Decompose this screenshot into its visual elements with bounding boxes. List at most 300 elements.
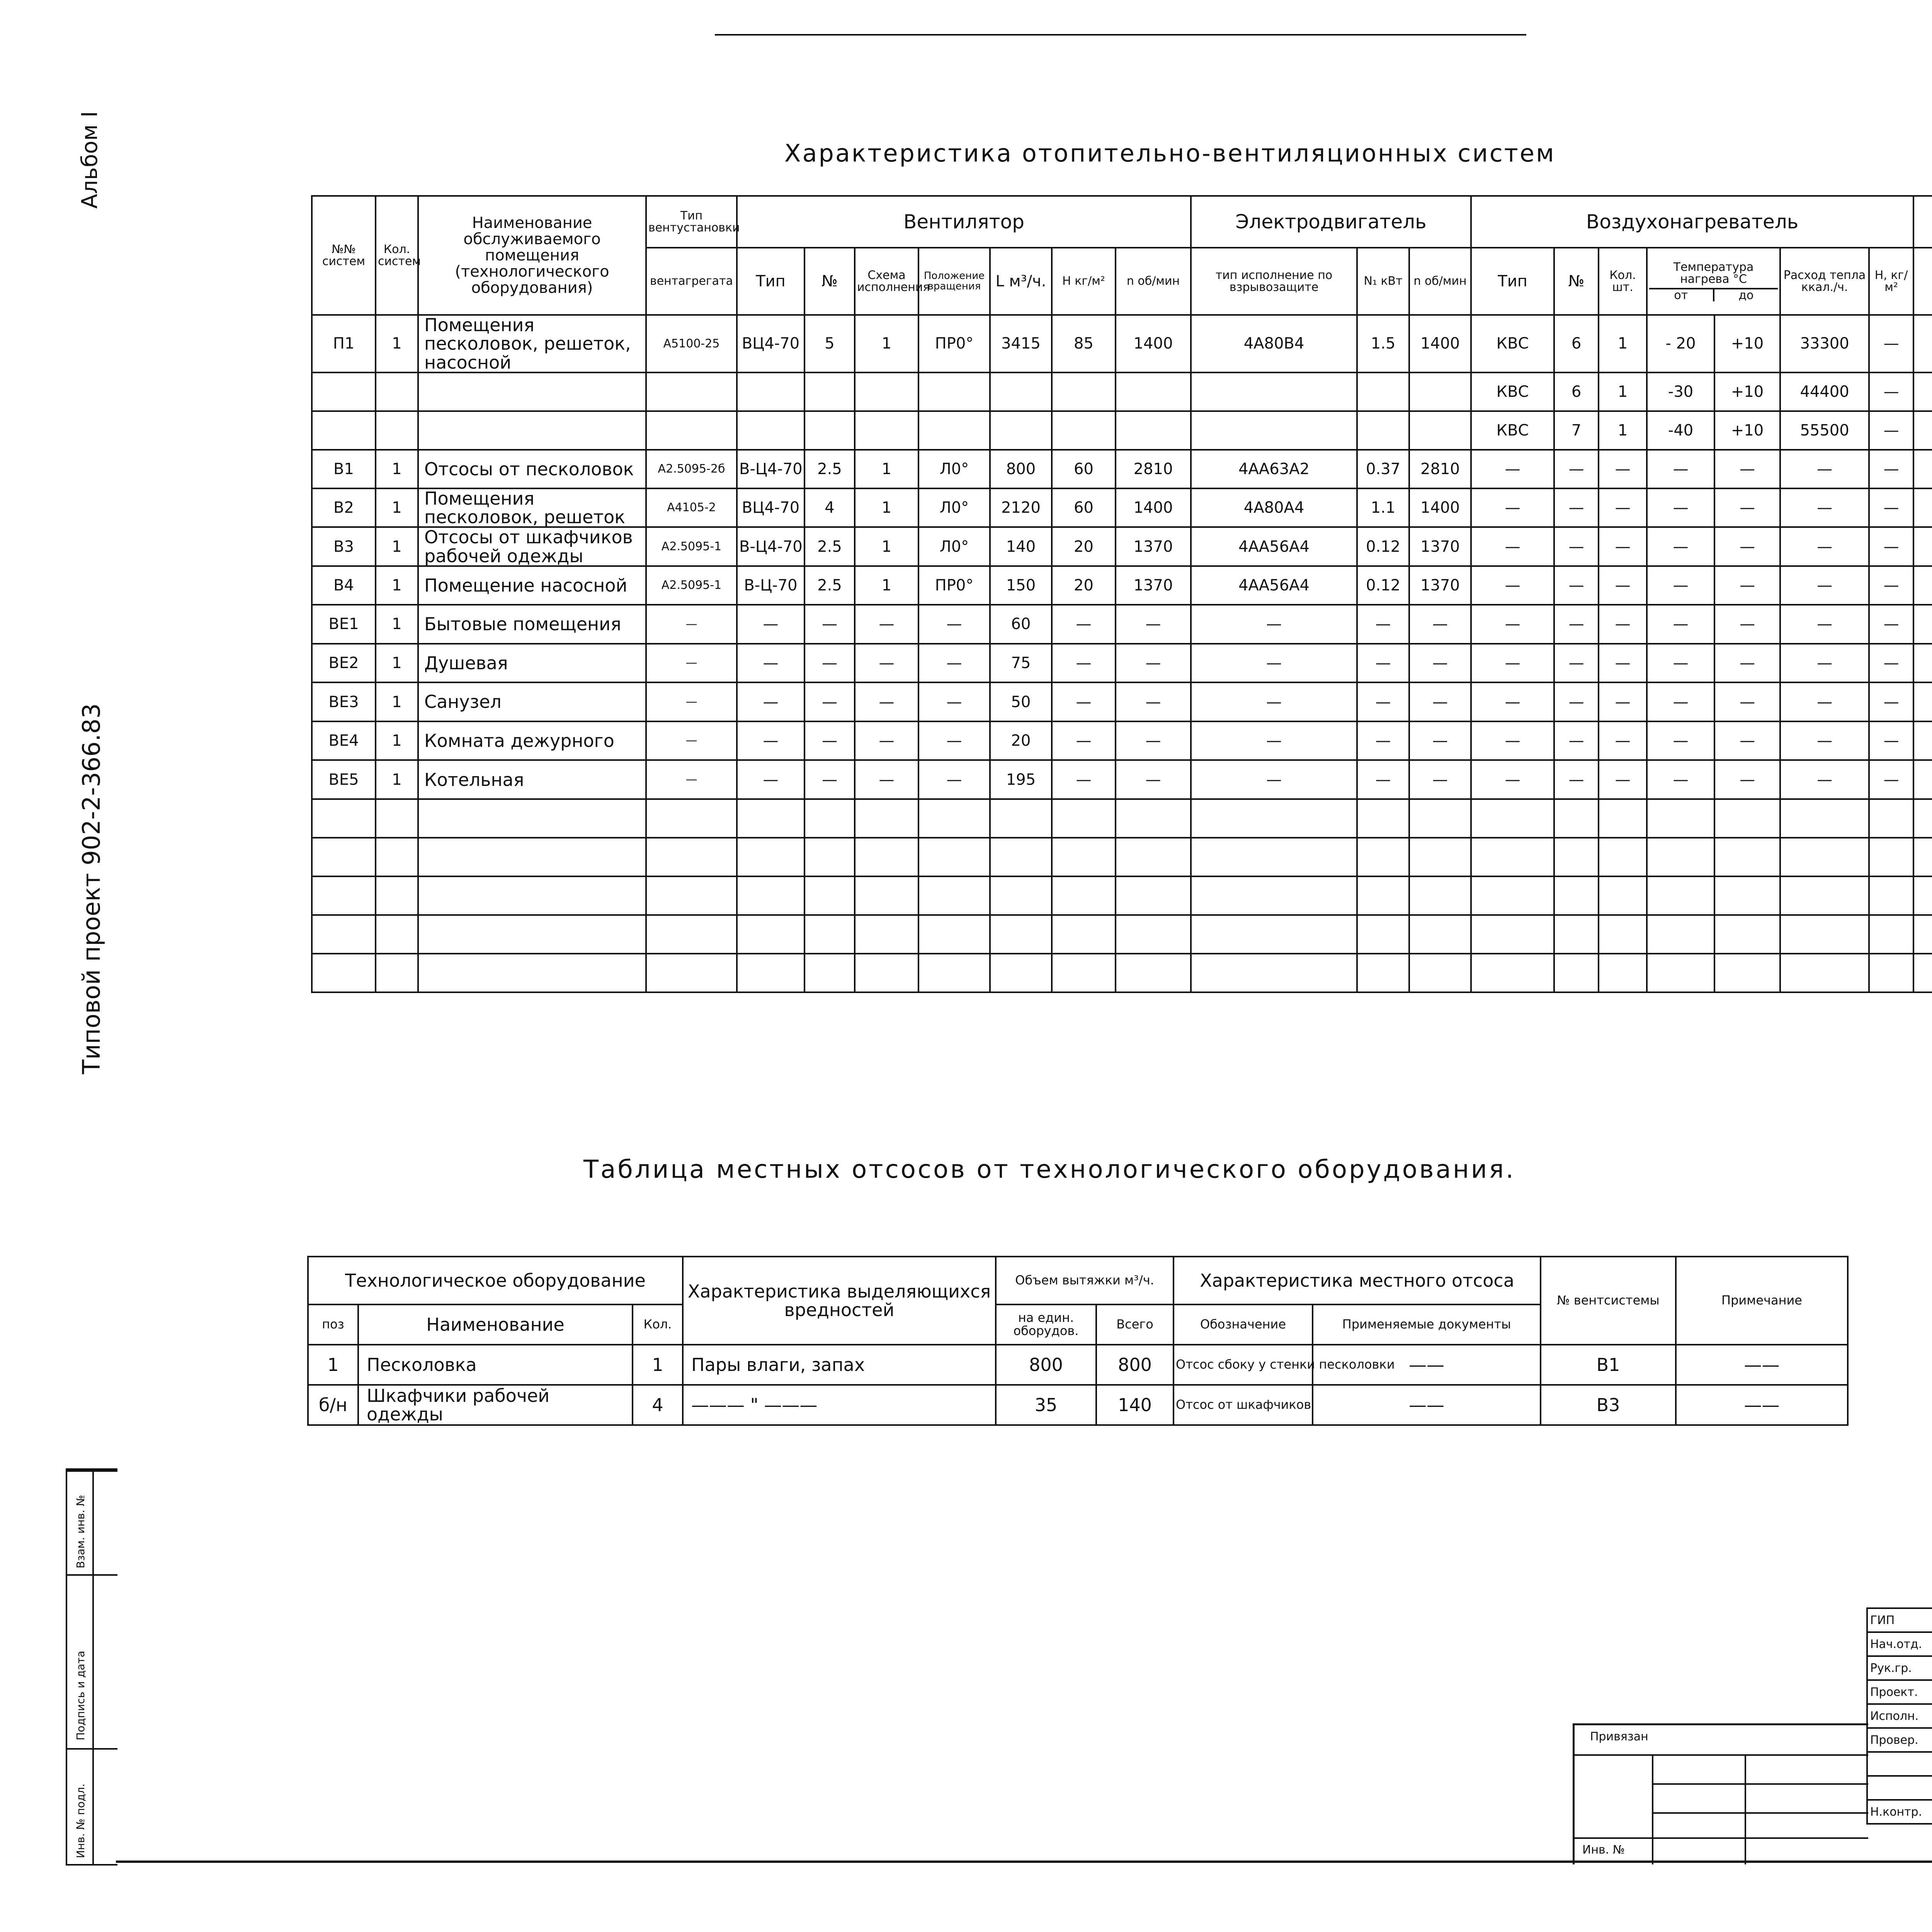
table1-cell: 1370: [1116, 566, 1191, 605]
table1-empty-cell: [918, 954, 990, 992]
table1-empty-cell: [1714, 954, 1780, 992]
table1-cell: 1400: [1116, 488, 1191, 527]
table1-cell: [1357, 411, 1409, 450]
side-stamp: [66, 1468, 117, 1866]
table1-cell: —: [1714, 527, 1780, 566]
signature-role: Нач.отд.: [1867, 1632, 1932, 1656]
table1-cell: —: [1780, 760, 1869, 799]
table2-cell: Шкафчики рабочей одежды: [358, 1385, 633, 1425]
table1-empty-cell: [418, 954, 646, 992]
table1-cell: —: [1647, 644, 1714, 683]
table1-cell: Котельная: [418, 760, 646, 799]
table1-cell: Санузел: [418, 682, 646, 721]
table1-empty-cell: [918, 876, 990, 915]
table1-cell: —: [1471, 760, 1554, 799]
table2-header-row-1: [308, 1257, 1848, 1304]
table1-cell: 75: [990, 644, 1052, 683]
table1-cell: 0.37: [1357, 450, 1409, 488]
head-fan-position: Положение вращения: [918, 248, 990, 315]
table1-cell: —: [1357, 721, 1409, 760]
table1-cell: 2810: [1116, 450, 1191, 488]
table1-cell: 4АА56А4: [1191, 566, 1357, 605]
table1-empty-cell: [855, 876, 918, 915]
table1-empty-cell: [1357, 915, 1409, 954]
table1-cell: [1913, 315, 1932, 372]
table1-cell: Помещения песколовок, решеток, насосной: [418, 315, 646, 372]
table1-cell: —: [1052, 721, 1116, 760]
table1-cell: Бытовые помещения: [418, 605, 646, 644]
top-rule: [715, 34, 1526, 36]
table1-empty-row: [312, 838, 1932, 876]
table1-cell: 20: [1052, 527, 1116, 566]
table1-empty-cell: [1554, 838, 1599, 876]
table1-empty-cell: [1869, 838, 1913, 876]
head-motor-N: N₁ кВт: [1357, 248, 1409, 315]
table1-empty-cell: [1780, 954, 1869, 992]
table1-empty-cell: [804, 954, 855, 992]
table1-cell: —: [1554, 566, 1599, 605]
table1-empty-cell: [1357, 876, 1409, 915]
side-stamp-label-1: Взам. инв. №: [74, 1495, 87, 1568]
table1-cell: -30: [1647, 372, 1714, 411]
table1-cell: ПР0°: [918, 315, 990, 372]
table1-cell: —: [1599, 760, 1647, 799]
table1-empty-cell: [737, 838, 804, 876]
table1-cell: Душевая: [418, 644, 646, 683]
table1-empty-cell: [1714, 838, 1780, 876]
table1-cell: 1370: [1409, 527, 1471, 566]
table1-empty-cell: [312, 799, 376, 838]
table2-cell: ——: [1313, 1345, 1541, 1385]
table1-cell: —: [1780, 566, 1869, 605]
head2-system-no: № вентсистемы: [1541, 1257, 1676, 1345]
signature-blank-cell: [1867, 1752, 1932, 1776]
table1-empty-cell: [855, 954, 918, 992]
table1-cell: ВЕ1: [312, 605, 376, 644]
table1-row: [312, 450, 1932, 488]
table1-cell: —: [1599, 566, 1647, 605]
table1-cell: 1: [376, 760, 418, 799]
table1-cell: 1: [855, 315, 918, 372]
table1-empty-cell: [737, 915, 804, 954]
head-fan-scheme: Схема исполнения: [855, 248, 918, 315]
head-room-name: Наименование обслуживаемого помещения (технологического оборудования): [418, 196, 646, 315]
table1-cell: 1: [855, 527, 918, 566]
album-label: Альбом I: [77, 111, 102, 209]
table1-cell: В-Ц4-70: [737, 527, 804, 566]
table1-row: [312, 315, 1932, 372]
table1-cell: —: [1869, 527, 1913, 566]
table1-cell: Отсосы от песколовок: [418, 450, 646, 488]
head2-harm: Характеристика выделяющихся вредностей: [683, 1257, 996, 1345]
table1-cell: —: [1599, 450, 1647, 488]
table1-row: [312, 372, 1932, 411]
table1-cell: —: [1409, 760, 1471, 799]
head-system-count: Кол. систем: [376, 196, 418, 315]
table1-empty-cell: [376, 915, 418, 954]
head-fan-no: №: [804, 248, 855, 315]
table1-cell: [1409, 372, 1471, 411]
table1-cell: ВЕ3: [312, 682, 376, 721]
side-stamp-label-3: Инв. № подл.: [74, 1783, 87, 1858]
privyazan-label: Привязан: [1590, 1730, 1648, 1743]
table1-cell: 1370: [1409, 566, 1471, 605]
table1-empty-cell: [1913, 838, 1932, 876]
table2-cell: Песколовка: [358, 1345, 633, 1385]
table1-cell: 2810: [1409, 450, 1471, 488]
table1-cell: —: [1599, 644, 1647, 683]
table1-empty-cell: [737, 799, 804, 838]
table1-cell: КВС: [1471, 372, 1554, 411]
table1-cell: —: [1409, 682, 1471, 721]
table1-cell: —: [1052, 644, 1116, 683]
local-exhaust-table: [307, 1256, 1849, 1426]
table1-cell: —: [1409, 721, 1471, 760]
table1-cell: 2.5: [804, 527, 855, 566]
head2-note: Примечание: [1676, 1257, 1848, 1345]
table1-cell: —: [737, 682, 804, 721]
table1-row: [312, 721, 1932, 760]
table1-cell: Л0°: [918, 488, 990, 527]
table1-empty-cell: [1052, 799, 1116, 838]
table1-empty-cell: [918, 838, 990, 876]
table1-cell: —: [1869, 372, 1913, 411]
table1-cell: —: [1599, 605, 1647, 644]
table1-cell: [1913, 760, 1932, 799]
table1-cell: —: [1116, 644, 1191, 683]
table1-cell: —: [1869, 721, 1913, 760]
table1-cell: 0.12: [1357, 566, 1409, 605]
table1-cell: [990, 411, 1052, 450]
table1-cell: —: [1471, 644, 1554, 683]
table1-cell: 2.5: [804, 566, 855, 605]
head2-per-unit: на един. оборудов.: [996, 1304, 1096, 1345]
signature-row: [1867, 1656, 1932, 1680]
head2-pos: поз: [308, 1304, 358, 1345]
table1-row: [312, 682, 1932, 721]
table1-empty-cell: [1647, 915, 1714, 954]
table1-cell: 1.5: [1357, 315, 1409, 372]
table1-empty-cell: [1471, 915, 1554, 954]
table2-cell: 800: [996, 1345, 1096, 1385]
table1-empty-cell: [1191, 838, 1357, 876]
signature-row: [1867, 1728, 1932, 1752]
table1-cell: —: [1780, 682, 1869, 721]
table1-empty-cell: [1869, 876, 1913, 915]
signature-table: [1866, 1607, 1932, 1825]
table1-cell: —: [737, 721, 804, 760]
table1-cell: [1913, 450, 1932, 488]
table1-empty-cell: [855, 838, 918, 876]
table1-cell: —: [646, 605, 737, 644]
table1-cell: 4А80В4: [1191, 315, 1357, 372]
table1-cell: —: [1116, 721, 1191, 760]
table1-cell: —: [1357, 605, 1409, 644]
table1-cell: [418, 411, 646, 450]
table1-cell: 55500: [1780, 411, 1869, 450]
table1-empty-cell: [1647, 954, 1714, 992]
project-label: Типовой проект 902-2-366.83: [77, 703, 105, 1074]
table1-cell: 1: [376, 566, 418, 605]
table1-cell: 1: [376, 644, 418, 683]
table1-empty-cell: [376, 838, 418, 876]
table1-cell: В-Ц4-70: [737, 450, 804, 488]
table1-empty-cell: [1554, 954, 1599, 992]
table1-cell: А2.5095-2б: [646, 450, 737, 488]
table1-cell: —: [1471, 566, 1554, 605]
table1-empty-cell: [990, 915, 1052, 954]
table1-empty-cell: [1714, 915, 1780, 954]
table1-cell: 195: [990, 760, 1052, 799]
table1-cell: [1913, 605, 1932, 644]
table1-cell: —: [1780, 527, 1869, 566]
table1-cell: 2.5: [804, 450, 855, 488]
table1-empty-cell: [1913, 876, 1932, 915]
table1-empty-cell: [1780, 799, 1869, 838]
table1-title: Характеристика отопительно-вентиляционных систем: [784, 139, 1556, 167]
signature-row: [1867, 1632, 1932, 1656]
head-motor: Электродвигатель: [1191, 196, 1471, 248]
table1-empty-cell: [1780, 876, 1869, 915]
table1-empty-cell: [418, 799, 646, 838]
table1-empty-cell: [1116, 876, 1191, 915]
table1-empty-cell: [804, 799, 855, 838]
table1-cell: —: [918, 605, 990, 644]
table2-row: [308, 1385, 1848, 1425]
table1-cell: 6: [1554, 372, 1599, 411]
table1-empty-cell: [1191, 915, 1357, 954]
table1-empty-cell: [1869, 954, 1913, 992]
head2-name: Наименование: [358, 1304, 633, 1345]
table1-cell: —: [1357, 644, 1409, 683]
signature-role: ГИП: [1867, 1608, 1932, 1632]
table1-cell: [855, 372, 918, 411]
table1-cell: —: [1714, 488, 1780, 527]
table2-cell: 800: [1096, 1345, 1173, 1385]
table1-cell: —: [1409, 605, 1471, 644]
table1-cell: —: [1869, 605, 1913, 644]
table1-cell: —: [1357, 682, 1409, 721]
table1-cell: [646, 411, 737, 450]
table1-cell: 50: [990, 682, 1052, 721]
table1-cell: —: [1599, 488, 1647, 527]
table1-empty-cell: [990, 954, 1052, 992]
table1-cell: —: [1714, 450, 1780, 488]
table1-cell: —: [804, 682, 855, 721]
table1-empty-cell: [376, 954, 418, 992]
table1-cell: —: [804, 760, 855, 799]
table1-cell: —: [1052, 605, 1116, 644]
table1-cell: —: [1714, 721, 1780, 760]
table1-cell: 1400: [1116, 315, 1191, 372]
privyazan-area: [1573, 1723, 1868, 1864]
table1-empty-row: [312, 876, 1932, 915]
table1-empty-cell: [1554, 876, 1599, 915]
table1-cell: —: [646, 721, 737, 760]
table1-cell: 4АА56А4: [1191, 527, 1357, 566]
table1-cell: —: [855, 760, 918, 799]
table1-empty-cell: [918, 915, 990, 954]
table1-cell: [1116, 411, 1191, 450]
head-filter: [1913, 196, 1932, 248]
table1-cell: 1400: [1409, 488, 1471, 527]
table1-cell: 20: [990, 721, 1052, 760]
table1-cell: 33300: [1780, 315, 1869, 372]
table1-cell: 85: [1052, 315, 1116, 372]
table1-cell: —: [646, 644, 737, 683]
table1-cell: 1: [376, 527, 418, 566]
head-fan-H: Н кг/м²: [1052, 248, 1116, 315]
table1-empty-cell: [855, 915, 918, 954]
table1-cell: 1: [855, 488, 918, 527]
table1-cell: —: [1714, 605, 1780, 644]
head2-kol: Кол.: [633, 1304, 683, 1345]
table1-cell: [1913, 411, 1932, 450]
table1-empty-cell: [990, 799, 1052, 838]
table1-cell: —: [1052, 682, 1116, 721]
table1-cell: —: [1116, 760, 1191, 799]
head2-total: Всего: [1096, 1304, 1173, 1345]
table1-cell: —: [855, 721, 918, 760]
table1-cell: +10: [1714, 315, 1780, 372]
head-heater-no: №: [1554, 248, 1599, 315]
table1-cell: В1: [312, 450, 376, 488]
table1-cell: 20: [1052, 566, 1116, 605]
table1-cell: —: [804, 721, 855, 760]
table1-empty-cell: [1599, 799, 1647, 838]
table1-empty-cell: [804, 876, 855, 915]
table2-cell: В3: [1541, 1385, 1676, 1425]
table1-cell: 1: [855, 566, 918, 605]
table1-cell: Помещения песколовок, решеток: [418, 488, 646, 527]
table1-cell: —: [1714, 760, 1780, 799]
table1-empty-cell: [1554, 915, 1599, 954]
head-heater-H: Н, кг/м²: [1869, 248, 1913, 315]
table1-cell: В3: [312, 527, 376, 566]
table1-empty-cell: [1913, 915, 1932, 954]
table1-empty-cell: [1191, 876, 1357, 915]
table1-cell: 1: [376, 315, 418, 372]
table1-cell: 1: [376, 682, 418, 721]
signature-role: Н.контр.: [1867, 1800, 1932, 1824]
table1-cell: ВЕ2: [312, 644, 376, 683]
table1-cell: [1913, 682, 1932, 721]
table1-empty-cell: [376, 876, 418, 915]
table1-cell: —: [737, 644, 804, 683]
table1-empty-cell: [990, 876, 1052, 915]
head2-docs: Применяемые документы: [1313, 1304, 1541, 1345]
table1-cell: П1: [312, 315, 376, 372]
table1-empty-cell: [1647, 876, 1714, 915]
table1-cell: [1913, 644, 1932, 683]
title-block: [1573, 1607, 1932, 1862]
table1-empty-cell: [418, 915, 646, 954]
table1-cell: [312, 411, 376, 450]
table1-cell: —: [855, 644, 918, 683]
table1-cell: 1400: [1409, 315, 1471, 372]
table1-empty-cell: [1116, 915, 1191, 954]
table1-cell: —: [804, 605, 855, 644]
signature-row: [1867, 1608, 1932, 1632]
table2-cell: 4: [633, 1385, 683, 1425]
table1-cell: Л0°: [918, 527, 990, 566]
table1-cell: —: [1554, 644, 1599, 683]
table1-cell: -40: [1647, 411, 1714, 450]
table1-empty-cell: [1116, 838, 1191, 876]
table1-cell: 60: [990, 605, 1052, 644]
table1-cell: 5: [804, 315, 855, 372]
table1-body: [312, 315, 1932, 992]
table1-cell: [376, 411, 418, 450]
table1-empty-cell: [312, 838, 376, 876]
table1-empty-cell: [1052, 915, 1116, 954]
table2-row: [308, 1345, 1848, 1385]
table1-cell: [1913, 488, 1932, 527]
table1-cell: 800: [990, 450, 1052, 488]
table1-cell: —: [1052, 760, 1116, 799]
table1-empty-cell: [646, 838, 737, 876]
table1-empty-cell: [1471, 954, 1554, 992]
table1-cell: —: [1599, 682, 1647, 721]
table1-empty-cell: [1554, 799, 1599, 838]
table1-cell: —: [1869, 644, 1913, 683]
table1-cell: —: [1869, 411, 1913, 450]
table1-cell: В-Ц-70: [737, 566, 804, 605]
table1-empty-cell: [1714, 799, 1780, 838]
table1-cell: 1: [376, 488, 418, 527]
table1-empty-cell: [1409, 838, 1471, 876]
table1-empty-cell: [646, 799, 737, 838]
table1-empty-cell: [1599, 954, 1647, 992]
table2-cell: 35: [996, 1385, 1096, 1425]
table1-cell: [1913, 566, 1932, 605]
table1-empty-cell: [804, 838, 855, 876]
table1-empty-cell: [1116, 954, 1191, 992]
table1-cell: —: [1116, 682, 1191, 721]
table1-empty-cell: [1647, 838, 1714, 876]
table1-cell: —: [1869, 450, 1913, 488]
table1-cell: 3415: [990, 315, 1052, 372]
table1-cell: ВЕ4: [312, 721, 376, 760]
table1-cell: 1: [1599, 372, 1647, 411]
table2-cell: ——: [1313, 1385, 1541, 1425]
table1-cell: [855, 411, 918, 450]
table1-cell: —: [855, 605, 918, 644]
table2-cell: 140: [1096, 1385, 1173, 1425]
table1-cell: —: [1554, 605, 1599, 644]
table1-cell: —: [1780, 644, 1869, 683]
head-fan: Вентилятор: [737, 196, 1191, 248]
table1-cell: —: [1357, 760, 1409, 799]
table1-row: [312, 527, 1932, 566]
table1-cell: 4: [804, 488, 855, 527]
signature-role: Рук.гр.: [1867, 1656, 1932, 1680]
table1-empty-cell: [646, 954, 737, 992]
table1-cell: В2: [312, 488, 376, 527]
table1-cell: +10: [1714, 411, 1780, 450]
table1-cell: В4: [312, 566, 376, 605]
table1-cell: —: [1780, 450, 1869, 488]
table1-cell: [918, 411, 990, 450]
table1-cell: —: [1714, 644, 1780, 683]
table1-cell: 140: [990, 527, 1052, 566]
table1-empty-cell: [312, 915, 376, 954]
table1-empty-cell: [1869, 799, 1913, 838]
table1-cell: ВЕ5: [312, 760, 376, 799]
head2-equipment: Технологическое оборудование: [308, 1257, 683, 1304]
head-filter-type: [1913, 248, 1932, 315]
table1-empty-cell: [737, 876, 804, 915]
